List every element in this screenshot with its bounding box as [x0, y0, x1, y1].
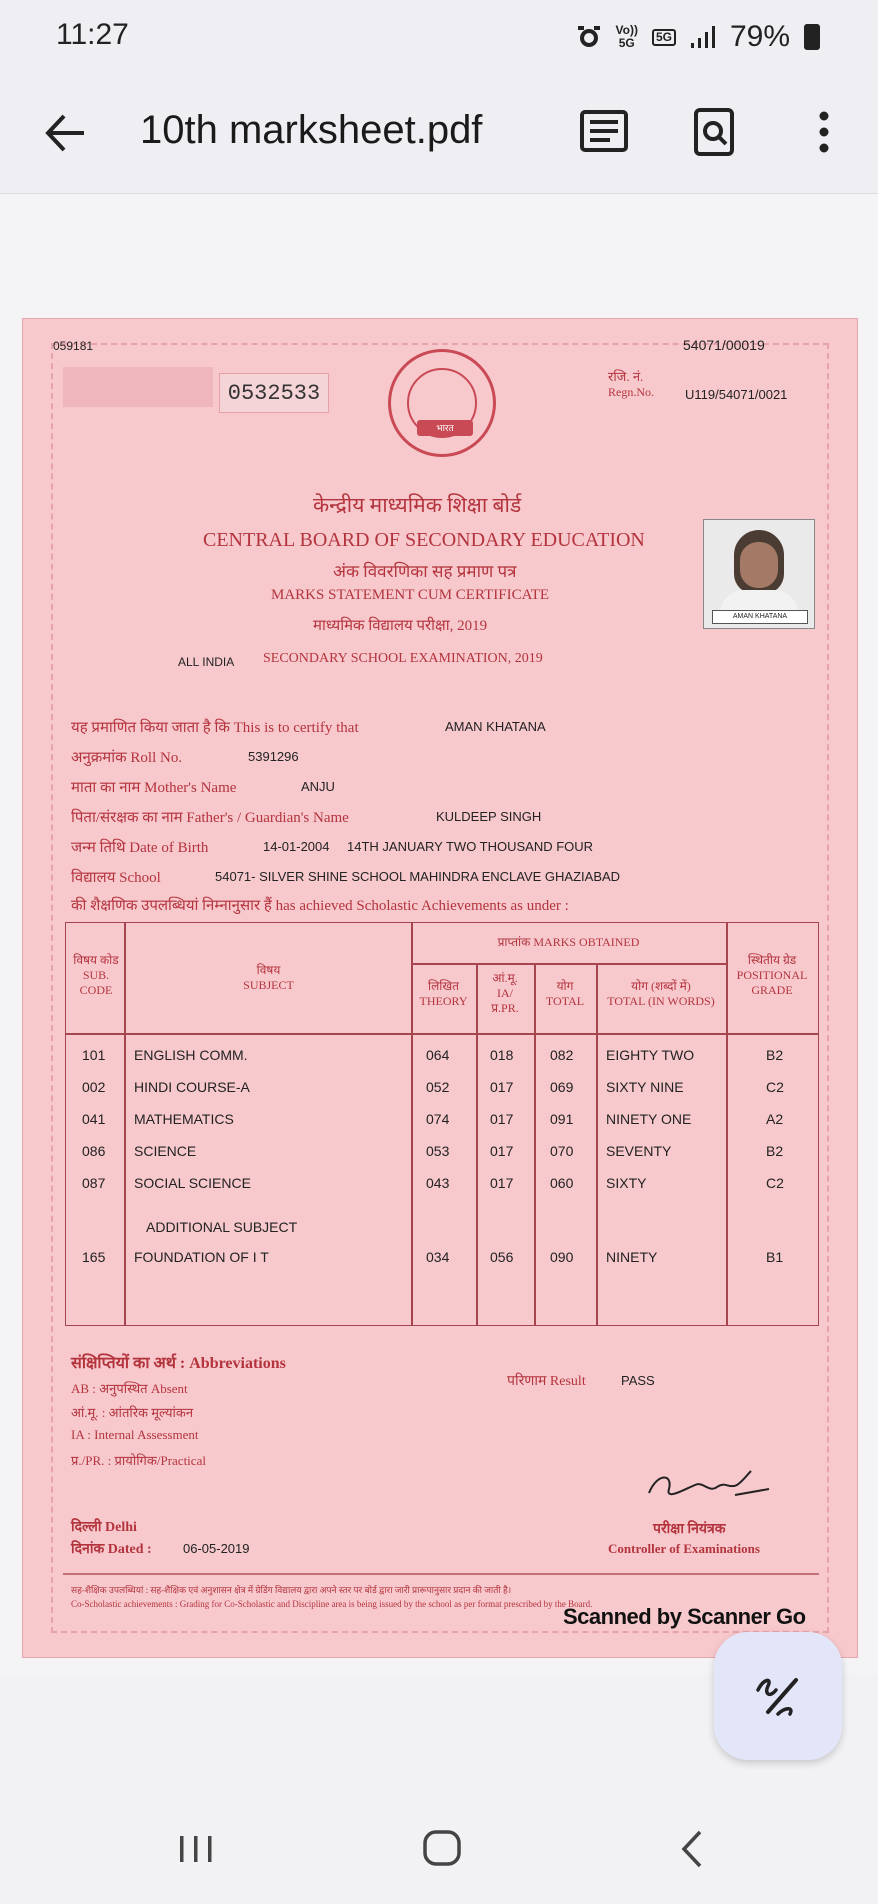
pdf-page — [22, 318, 858, 1658]
header-code: विषय कोड SUB. CODE — [73, 953, 119, 997]
serial-right: 54071/00019 — [683, 337, 765, 353]
certificate-number: 0532533 — [219, 373, 329, 413]
result-label: परिणाम Result — [507, 1374, 586, 1389]
marks-table: विषय कोड SUB. CODE विषय SUBJECT प्राप्तांक MARKS OBTAINED लिखित THEORY आं.मू. IA/ प्र.PR. योग TOTAL योग (शब्दों में) TOTAL (IN WORDS) स्थितीय ग्रेड POSITIONAL GRADE 101 ENGLISH COMM. 064 018 082 EIGHTY TWO B2 002 HINDI COURSE-A 052 017 069 SIXTY NINE C2 041 MATHEMATICS 074 017 091 NINETY ONE A2 086 SCIENCE 053 017 070 SEVENTY B2 087 SOCIAL SCIENCE 043 017 060 SIXTY C2 ADDITIONAL SUBJECT 165 FOUNDATION OF I T 034 056 090 NINETY B1 — [65, 922, 819, 1326]
footer-hindi: सह-शैक्षिक उपलब्धियां : सह-शैक्षिक एवं अनुशासन क्षेत्र में ग्रेडिंग विद्यालय द्वारा अपने स्तर पर बोर्ड द्वारा जारी प्रारूपानुसार प्रदान की जाती है। — [71, 1585, 512, 1595]
alarm-icon — [576, 24, 602, 50]
home-icon[interactable] — [413, 1824, 473, 1874]
abbrev-ia-hi: आं.मू. : आंतरिक मूल्यांकन — [71, 1405, 194, 1420]
edit-sign-icon — [750, 1668, 806, 1724]
statement-english: MARKS STATEMENT CUM CERTIFICATE — [271, 587, 550, 603]
scanner-watermark: Scanned by Scanner Go — [563, 1604, 806, 1629]
header-subject: विषय SUBJECT — [243, 963, 294, 992]
board-hindi: केन्द्रीय माध्यमिक शिक्षा बोर्ड — [313, 493, 522, 517]
all-india: ALL INDIA — [178, 655, 235, 669]
text-view-icon[interactable] — [576, 104, 632, 160]
school-label: विद्यालय School — [71, 870, 161, 886]
back-nav-icon[interactable] — [662, 1824, 722, 1874]
battery-icon — [804, 24, 820, 50]
result-value: PASS — [621, 1373, 655, 1388]
header-total-words: योग (शब्दों में) TOTAL (IN WORDS) — [607, 979, 715, 1008]
volte-indicator: Vo)) 5G — [615, 23, 638, 50]
dob-value: 14-01-2004 — [263, 839, 330, 854]
search-doc-icon[interactable] — [686, 104, 742, 160]
edit-sign-button[interactable] — [714, 1632, 842, 1760]
recents-icon[interactable] — [166, 1824, 226, 1874]
certify-label: यह प्रमाणित किया जाता है कि This is to certify that — [71, 720, 359, 736]
father-name: KULDEEP SINGH — [436, 809, 542, 824]
status-bar — [0, 0, 878, 78]
footer-english: Co-Scholastic achievements : Grading for Co-Scholastic and Discipline area is being issued by the school as per format prescribed by the Board. — [71, 1599, 593, 1609]
statement-hindi: अंक विवरणिका सह प्रमाण पत्र — [333, 562, 517, 581]
mother-name: ANJU — [301, 779, 335, 794]
father-label: पिता/संरक्षक का नाम Father's / Guardian's Name — [71, 810, 349, 826]
net-type-badge: 5G — [652, 29, 676, 46]
faded-stamp — [63, 367, 213, 407]
controller-hindi: परीक्षा नियंत्रक — [653, 1522, 726, 1537]
back-arrow-icon[interactable] — [40, 108, 90, 158]
header-grade: स्थितीय ग्रेड POSITIONAL GRADE — [736, 953, 808, 997]
file-title: 10th marksheet.pdf — [140, 108, 483, 152]
dated-value: 06-05-2019 — [183, 1541, 250, 1556]
more-vert-icon[interactable] — [796, 104, 852, 160]
controller-english: Controller of Examinations — [608, 1541, 760, 1556]
app-bar — [0, 78, 878, 194]
abbrev-ab: AB : अनुपस्थित Absent — [71, 1381, 188, 1396]
cbse-emblem: भारत — [388, 349, 496, 457]
abbrev-title: संक्षिप्तियों का अर्थ : Abbreviations — [71, 1355, 286, 1372]
battery-percent: 79% — [729, 20, 790, 53]
controller-signature — [643, 1459, 773, 1509]
regn-hindi: रजि. नं. — [608, 369, 644, 384]
achieved-label: की शैक्षणिक उपलब्धियां निम्नानुसार हैं has achieved Scholastic Achievements as under : — [71, 898, 569, 914]
candidate-name: AMAN KHATANA — [445, 719, 546, 734]
serial-left: 059181 — [53, 339, 94, 353]
signal-icon — [690, 24, 716, 50]
status-icons — [576, 20, 821, 54]
exam-hindi: माध्यमिक विद्यालय परीक्षा, 2019 — [313, 618, 488, 634]
header-total: योग TOTAL — [545, 979, 585, 1008]
additional-subject-label: ADDITIONAL SUBJECT — [146, 1219, 298, 1235]
place-label: दिल्ली Delhi — [71, 1520, 137, 1535]
abbrev-pr: प्र./PR. : प्रायोगिक/Practical — [71, 1453, 206, 1468]
dob-words: 14TH JANUARY TWO THOUSAND FOUR — [347, 839, 594, 854]
dob-label: जन्म तिथि Date of Birth — [71, 840, 209, 856]
board-english: CENTRAL BOARD OF SECONDARY EDUCATION — [203, 529, 645, 551]
header-ia: आं.मू. IA/ प्र.PR. — [491, 971, 519, 1015]
status-time: 11:27 — [56, 18, 129, 51]
roll-number: 5391296 — [248, 749, 299, 764]
roll-label: अनुक्रमांक Roll No. — [71, 750, 183, 766]
dated-label: दिनांक Dated : — [71, 1542, 152, 1557]
candidate-photo: AMAN KHATANA — [703, 519, 815, 629]
mother-label: माता का नाम Mother's Name — [71, 780, 237, 796]
regn-value: U119/54071/0021 — [685, 387, 788, 402]
system-nav-bar — [0, 1794, 878, 1904]
regn-label: Regn.No. — [608, 385, 654, 399]
header-marks-obtained: प्राप्तांक MARKS OBTAINED — [497, 935, 640, 949]
abbrev-ia-en: IA : Internal Assessment — [71, 1427, 199, 1442]
header-theory: लिखित THEORY — [419, 979, 468, 1008]
exam-english: SECONDARY SCHOOL EXAMINATION, 2019 — [263, 651, 543, 666]
school-value: 54071- SILVER SHINE SCHOOL MAHINDRA ENCLAVE GHAZIABAD — [215, 869, 621, 884]
